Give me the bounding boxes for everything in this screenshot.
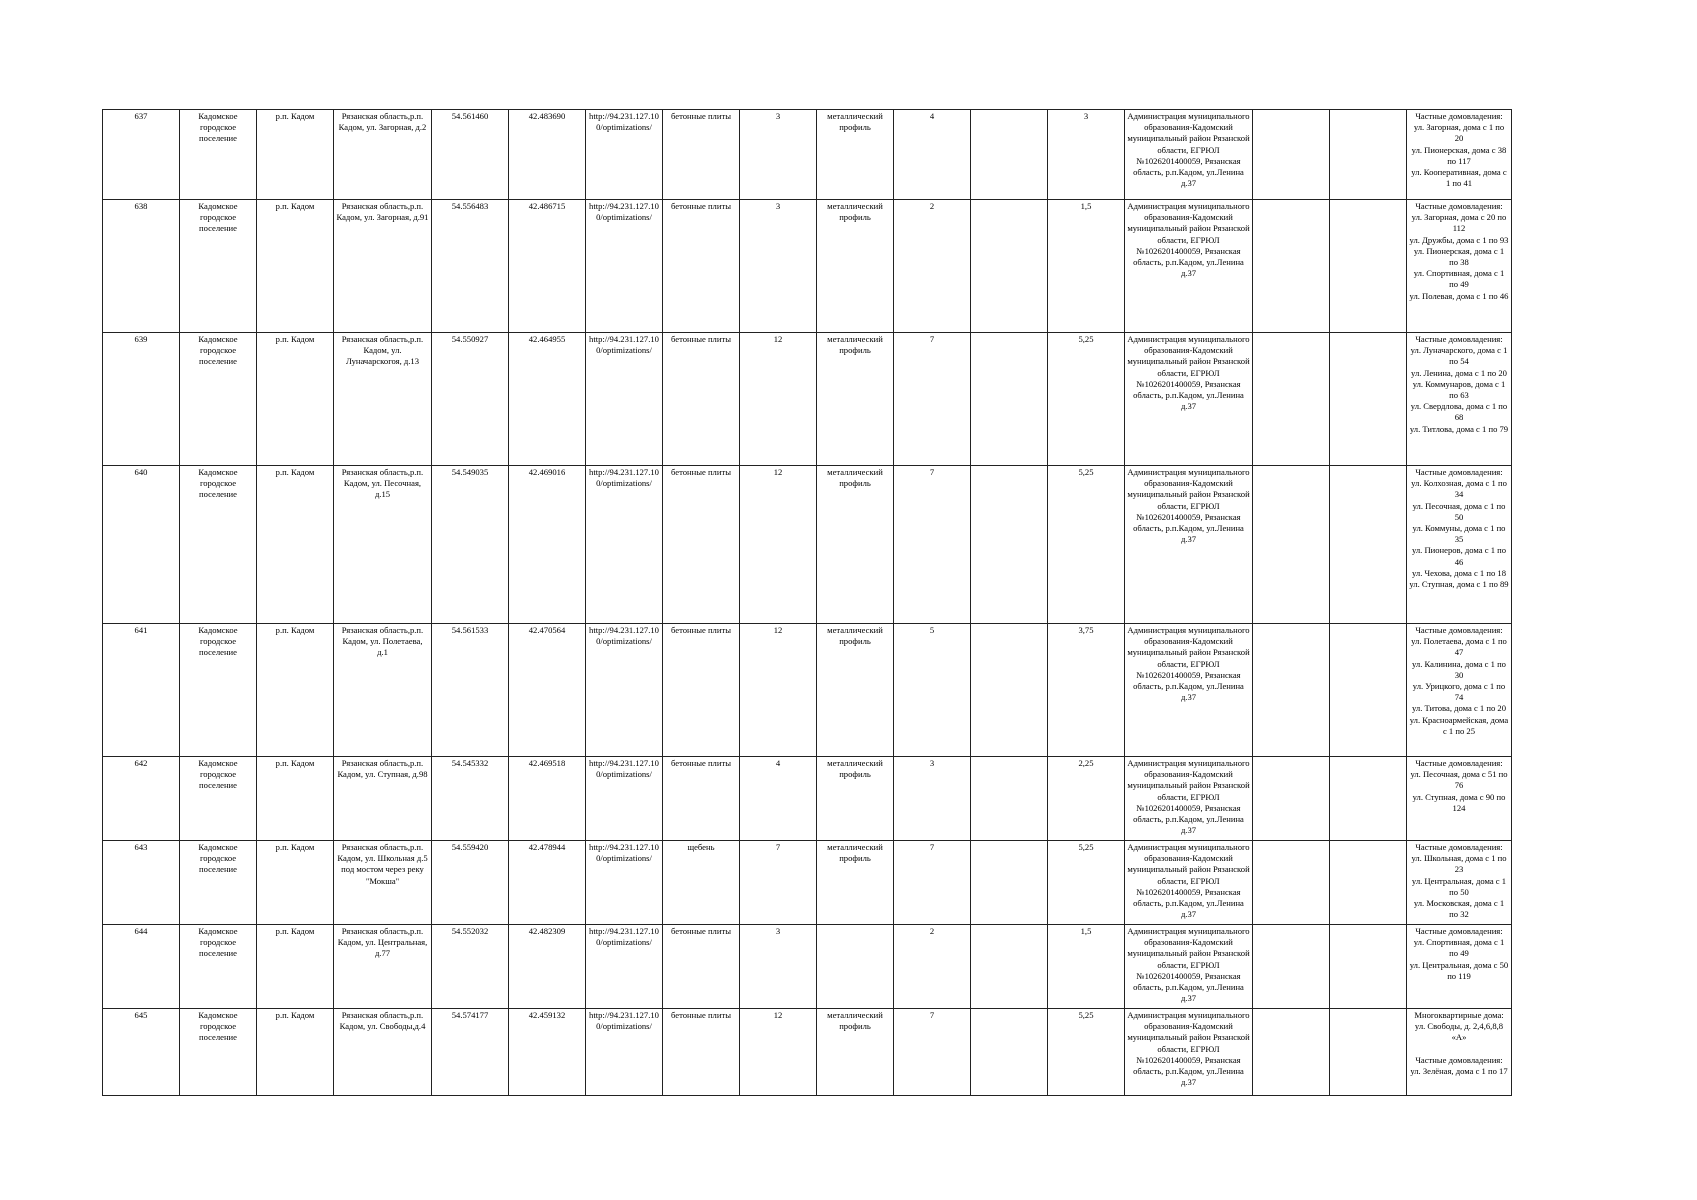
row-number-cell: 637: [103, 110, 180, 200]
containers-count-cell: 7: [894, 333, 971, 466]
waste-source-line: ул. Зелёная, дома с 1 по 17: [1410, 1066, 1508, 1077]
waste-source-line: ул. Коммуны, дома с 1 по 35: [1412, 523, 1506, 545]
fence-type-cell: металлический профиль: [817, 110, 894, 200]
containers-count-cell: 3: [894, 757, 971, 841]
locality-cell: р.п. Кадом: [257, 624, 334, 757]
longitude-cell: 42.486715: [509, 200, 586, 333]
waste-source-line: ул. Ленина, дома с 1 по 20: [1411, 367, 1507, 378]
waste-source-line: Частные домовладения:: [1415, 758, 1503, 768]
settlement-cell: Кадомское городское поселение: [180, 466, 257, 624]
longitude-cell: 42.469518: [509, 757, 586, 841]
container-sites-table: [102, 109, 1512, 1096]
waste-source-line: Частные домовладения:: [1415, 467, 1503, 477]
empty-cell: [971, 624, 1048, 757]
fence-type-cell: металлический профиль: [817, 624, 894, 757]
empty-cell: [1330, 925, 1407, 1009]
waste-source-line: ул. Спортивная, дома с 1 по 49: [1413, 268, 1505, 290]
settlement-cell: Кадомское городское поселение: [180, 200, 257, 333]
volume-cell: 1,5: [1048, 200, 1125, 333]
address-cell: Рязанская область,р.п. Кадом, ул. Школьная д.5 под мостом через реку "Мокша": [334, 841, 432, 925]
surface-type-cell: бетонные плиты: [663, 466, 740, 624]
waste-sources-cell: [1407, 200, 1512, 333]
owner-cell: Администрация муниципального образования-Кадомский муниципальный район Рязанской области, ЕГРЮЛ №1026201400059, Рязанская область, р.п.Кадом, ул.Ленина д.37: [1125, 110, 1253, 200]
row-number-cell: 644: [103, 925, 180, 1009]
empty-cell: [971, 1009, 1048, 1096]
volume-cell: 3,75: [1048, 624, 1125, 757]
owner-cell: Администрация муниципального образования-Кадомский муниципальный район Рязанской области, ЕГРЮЛ №1026201400059, Рязанская область, р.п.Кадом, ул.Ленина д.37: [1125, 624, 1253, 757]
table-row: [103, 333, 1512, 466]
latitude-cell: 54.550927: [432, 333, 509, 466]
settlement-cell: Кадомское городское поселение: [180, 110, 257, 200]
area-cell: 3: [740, 925, 817, 1009]
owner-cell: Администрация муниципального образования-Кадомский муниципальный район Рязанской области, ЕГРЮЛ №1026201400059, Рязанская область, р.п.Кадом, ул.Ленина д.37: [1125, 925, 1253, 1009]
waste-source-line: Частные домовладения:: [1415, 842, 1503, 852]
map-link-cell[interactable]: http://94.231.127.10 0/optimizations/: [586, 624, 663, 757]
empty-cell: [1330, 333, 1407, 466]
waste-source-line: ул. Колхозная, дома с 1 по 34: [1411, 478, 1507, 500]
waste-source-line: ул. Полевая, дома с 1 по 46: [1409, 290, 1509, 301]
waste-source-line: ул. Загорная, дома с 1 по 20: [1413, 122, 1505, 144]
longitude-cell: 42.470564: [509, 624, 586, 757]
map-link-cell[interactable]: http://94.231.127.10 0/optimizations/: [586, 200, 663, 333]
empty-cell: [971, 110, 1048, 200]
row-number-cell: 639: [103, 333, 180, 466]
empty-cell: [1330, 466, 1407, 624]
area-cell: 7: [740, 841, 817, 925]
empty-cell: [1330, 757, 1407, 841]
waste-source-line: ул. Ступная, дома с 90 по 124: [1412, 791, 1506, 813]
locality-cell: р.п. Кадом: [257, 466, 334, 624]
longitude-cell: 42.464955: [509, 333, 586, 466]
waste-source-line: ул. Пионеров, дома с 1 по 46: [1411, 545, 1507, 567]
volume-cell: 1,5: [1048, 925, 1125, 1009]
owner-cell: Администрация муниципального образования-Кадомский муниципальный район Рязанской области, ЕГРЮЛ №1026201400059, Рязанская область, р.п.Кадом, ул.Ленина д.37: [1125, 333, 1253, 466]
longitude-cell: 42.483690: [509, 110, 586, 200]
waste-source-line: ул. Дружбы, дома с 1 по 93: [1409, 234, 1509, 245]
volume-cell: 3: [1048, 110, 1125, 200]
address-cell: Рязанская область,р.п. Кадом, ул. Ступная, д.98: [334, 757, 432, 841]
waste-source-line: ул. Школьная, дома с 1 по 23: [1411, 853, 1507, 875]
latitude-cell: 54.559420: [432, 841, 509, 925]
empty-cell: [971, 925, 1048, 1009]
map-link-cell[interactable]: http://94.231.127.10 0/optimizations/: [586, 925, 663, 1009]
latitude-cell: 54.574177: [432, 1009, 509, 1096]
waste-source-line: ул. Московская, дома с 1 по 32: [1413, 898, 1505, 920]
waste-source-line: Многоквартирные дома:: [1414, 1010, 1504, 1020]
waste-source-line: ул. Калинина, дома с 1 по 30: [1412, 658, 1506, 680]
empty-cell: [971, 841, 1048, 925]
area-cell: 12: [740, 333, 817, 466]
latitude-cell: 54.545332: [432, 757, 509, 841]
surface-type-cell: бетонные плиты: [663, 200, 740, 333]
waste-source-line: ул. Титлова, дома с 1 по 79: [1409, 423, 1509, 434]
waste-sources-cell: [1407, 925, 1512, 1009]
empty-cell: [1330, 110, 1407, 200]
empty-cell: [1253, 925, 1330, 1009]
volume-cell: 5,25: [1048, 1009, 1125, 1096]
empty-cell: [1253, 757, 1330, 841]
locality-cell: р.п. Кадом: [257, 200, 334, 333]
waste-source-line: ул. Песочная, дома с 51 по 76: [1410, 769, 1508, 791]
volume-cell: 5,25: [1048, 841, 1125, 925]
owner-cell: Администрация муниципального образования-Кадомский муниципальный район Рязанской области, ЕГРЮЛ №1026201400059, Рязанская область, р.п.Кадом, ул.Ленина д.37: [1125, 466, 1253, 624]
waste-source-line: ул. Свободы, д. 2,4,6,8,8 «А»: [1414, 1021, 1504, 1043]
address-cell: Рязанская область,р.п. Кадом, ул. Свободы,д.4: [334, 1009, 432, 1096]
waste-sources-cell: [1407, 624, 1512, 757]
surface-type-cell: бетонные плиты: [663, 1009, 740, 1096]
waste-source-line: ул. Коммунаров, дома с 1 по 63: [1412, 378, 1506, 401]
locality-cell: р.п. Кадом: [257, 1009, 334, 1096]
empty-cell: [1253, 1009, 1330, 1096]
longitude-cell: 42.478944: [509, 841, 586, 925]
row-number-cell: 643: [103, 841, 180, 925]
area-cell: 3: [740, 110, 817, 200]
empty-cell: [971, 466, 1048, 624]
map-link-cell[interactable]: http://94.231.127.10 0/optimizations/: [586, 1009, 663, 1096]
owner-cell: Администрация муниципального образования-Кадомский муниципальный район Рязанской области, ЕГРЮЛ №1026201400059, Рязанская область, р.п.Кадом, ул.Ленина д.37: [1125, 200, 1253, 333]
waste-source-line: ул. Пионерская, дома с 1 по 38: [1413, 245, 1505, 268]
waste-source-line: ул. Центральная, дома с 50 по 119: [1409, 959, 1509, 981]
row-number-cell: 638: [103, 200, 180, 333]
empty-cell: [1253, 200, 1330, 333]
table-row: [103, 841, 1512, 925]
settlement-cell: Кадомское городское поселение: [180, 624, 257, 757]
waste-source-line: ул. Полетаева, дома с 1 по 47: [1411, 636, 1507, 658]
waste-source-line: ул. Красноармейская, дома с 1 по 25: [1409, 714, 1509, 736]
settlement-cell: Кадомское городское поселение: [180, 333, 257, 466]
table-row: [103, 1009, 1512, 1096]
volume-cell: 2,25: [1048, 757, 1125, 841]
waste-source-line: Частные домовладения:: [1415, 1054, 1503, 1065]
empty-cell: [1253, 110, 1330, 200]
latitude-cell: 54.561460: [432, 110, 509, 200]
fence-type-cell: металлический профиль: [817, 1009, 894, 1096]
area-cell: 12: [740, 466, 817, 624]
waste-source-line: ул. Чехова, дома с 1 по 18: [1411, 567, 1506, 578]
empty-cell: [1253, 466, 1330, 624]
row-number-cell: 640: [103, 466, 180, 624]
empty-cell: [1330, 200, 1407, 333]
containers-count-cell: 7: [894, 841, 971, 925]
waste-source-line: ул. Песочная, дома с 1 по 50: [1412, 500, 1506, 522]
surface-type-cell: бетонные плиты: [663, 333, 740, 466]
waste-sources-cell: [1407, 110, 1512, 200]
area-cell: 12: [740, 1009, 817, 1096]
surface-type-cell: бетонные плиты: [663, 110, 740, 200]
waste-source-line: Частные домовладения:: [1415, 111, 1503, 121]
containers-count-cell: 7: [894, 466, 971, 624]
containers-count-cell: 7: [894, 1009, 971, 1096]
table-row: [103, 466, 1512, 624]
waste-source-line: ул. Спортивная, дома с 1 по 49: [1413, 937, 1505, 959]
waste-sources-cell: [1407, 466, 1512, 624]
address-cell: Рязанская область,р.п. Кадом, ул. Полетаева, д.1: [334, 624, 432, 757]
fence-type-cell: металлический профиль: [817, 841, 894, 925]
empty-cell: [1330, 841, 1407, 925]
table-row: [103, 757, 1512, 841]
address-cell: Рязанская область,р.п. Кадом, ул. Центральная, д.77: [334, 925, 432, 1009]
waste-sources-cell: [1407, 1009, 1512, 1096]
containers-count-cell: 2: [894, 200, 971, 333]
empty-cell: [971, 757, 1048, 841]
waste-source-line: Частные домовладения:: [1415, 334, 1503, 344]
fence-type-cell: металлический профиль: [817, 466, 894, 624]
fence-type-cell: металлический профиль: [817, 333, 894, 466]
containers-count-cell: 5: [894, 624, 971, 757]
row-number-cell: 645: [103, 1009, 180, 1096]
surface-type-cell: бетонные плиты: [663, 624, 740, 757]
address-cell: Рязанская область,р.п. Кадом, ул. Загорная, д.91: [334, 200, 432, 333]
address-cell: Рязанская область,р.п. Кадом, ул. Песочная, д.15: [334, 466, 432, 624]
longitude-cell: 42.482309: [509, 925, 586, 1009]
waste-source-line: ул. Загорная, дома с 20 по 112: [1411, 212, 1507, 234]
settlement-cell: Кадомское городское поселение: [180, 925, 257, 1009]
waste-source-line: ул. Ступная, дома с 1 по 89: [1409, 579, 1509, 590]
waste-source-line: ул. Урицкого, дома с 1 по 74: [1412, 681, 1506, 703]
locality-cell: р.п. Кадом: [257, 757, 334, 841]
empty-cell: [1253, 841, 1330, 925]
area-cell: 4: [740, 757, 817, 841]
surface-type-cell: бетонные плиты: [663, 925, 740, 1009]
waste-source-line: ул. Титова, дома с 1 по 20: [1411, 703, 1507, 714]
latitude-cell: 54.552032: [432, 925, 509, 1009]
latitude-cell: 54.556483: [432, 200, 509, 333]
empty-cell: [1253, 624, 1330, 757]
table-row: [103, 624, 1512, 757]
volume-cell: 5,25: [1048, 466, 1125, 624]
row-number-cell: 641: [103, 624, 180, 757]
waste-sources-cell: [1407, 333, 1512, 466]
table-row: [103, 200, 1512, 333]
map-link-cell[interactable]: http://94.231.127.10 0/optimizations/: [586, 110, 663, 200]
map-link-cell[interactable]: http://94.231.127.10 0/optimizations/: [586, 466, 663, 624]
map-link-cell[interactable]: http://94.231.127.10 0/optimizations/: [586, 333, 663, 466]
settlement-cell: Кадомское городское поселение: [180, 757, 257, 841]
empty-cell: [971, 200, 1048, 333]
empty-cell: [1330, 624, 1407, 757]
containers-count-cell: 4: [894, 110, 971, 200]
settlement-cell: Кадомское городское поселение: [180, 841, 257, 925]
map-link-cell[interactable]: http://94.231.127.10 0/optimizations/: [586, 757, 663, 841]
area-cell: 12: [740, 624, 817, 757]
surface-type-cell: щебень: [663, 841, 740, 925]
waste-source-line: ул. Пионерская, дома с 38 по 117: [1411, 144, 1507, 166]
table-row: [103, 110, 1512, 200]
waste-source-line: ул. Кооперативная, дома с 1 по 41: [1411, 167, 1507, 189]
latitude-cell: 54.561533: [432, 624, 509, 757]
row-number-cell: 642: [103, 757, 180, 841]
area-cell: 3: [740, 200, 817, 333]
owner-cell: Администрация муниципального образования-Кадомский муниципальный район Рязанской области, ЕГРЮЛ №1026201400059, Рязанская область, р.п.Кадом, ул.Ленина д.37: [1125, 757, 1253, 841]
owner-cell: Администрация муниципального образования-Кадомский муниципальный район Рязанской области, ЕГРЮЛ №1026201400059, Рязанская область, р.п.Кадом, ул.Ленина д.37: [1125, 1009, 1253, 1096]
locality-cell: р.п. Кадом: [257, 841, 334, 925]
waste-source-line: Частные домовладения:: [1415, 926, 1503, 936]
latitude-cell: 54.549035: [432, 466, 509, 624]
locality-cell: р.п. Кадом: [257, 925, 334, 1009]
empty-cell: [1253, 333, 1330, 466]
waste-source-line: [1409, 1044, 1509, 1055]
waste-source-line: ул. Луначарского, дома с 1 по 54: [1410, 345, 1508, 367]
fence-type-cell: металлический профиль: [817, 200, 894, 333]
waste-source-line: Частные домовладения:: [1415, 201, 1503, 211]
table-row: [103, 925, 1512, 1009]
volume-cell: 5,25: [1048, 333, 1125, 466]
waste-sources-cell: [1407, 841, 1512, 925]
waste-source-line: Частные домовладения:: [1415, 625, 1503, 635]
containers-count-cell: 2: [894, 925, 971, 1009]
owner-cell: Администрация муниципального образования-Кадомский муниципальный район Рязанской области, ЕГРЮЛ №1026201400059, Рязанская область, р.п.Кадом, ул.Ленина д.37: [1125, 841, 1253, 925]
fence-type-cell: металлический профиль: [817, 757, 894, 841]
waste-sources-cell: [1407, 757, 1512, 841]
locality-cell: р.п. Кадом: [257, 110, 334, 200]
map-link-cell[interactable]: http://94.231.127.10 0/optimizations/: [586, 841, 663, 925]
longitude-cell: 42.459132: [509, 1009, 586, 1096]
locality-cell: р.п. Кадом: [257, 333, 334, 466]
address-cell: Рязанская область,р.п. Кадом, ул. Луначарскогоя, д.13: [334, 333, 432, 466]
waste-source-line: ул. Свердлова, дома с 1 по 68: [1410, 401, 1508, 423]
surface-type-cell: бетонные плиты: [663, 757, 740, 841]
address-cell: Рязанская область,р.п. Кадом, ул. Загорная, д.2: [334, 110, 432, 200]
longitude-cell: 42.469016: [509, 466, 586, 624]
waste-source-line: ул. Центральная, дома с 1 по 50: [1411, 875, 1507, 897]
fence-type-cell: [817, 925, 894, 1009]
empty-cell: [971, 333, 1048, 466]
settlement-cell: Кадомское городское поселение: [180, 1009, 257, 1096]
empty-cell: [1330, 1009, 1407, 1096]
